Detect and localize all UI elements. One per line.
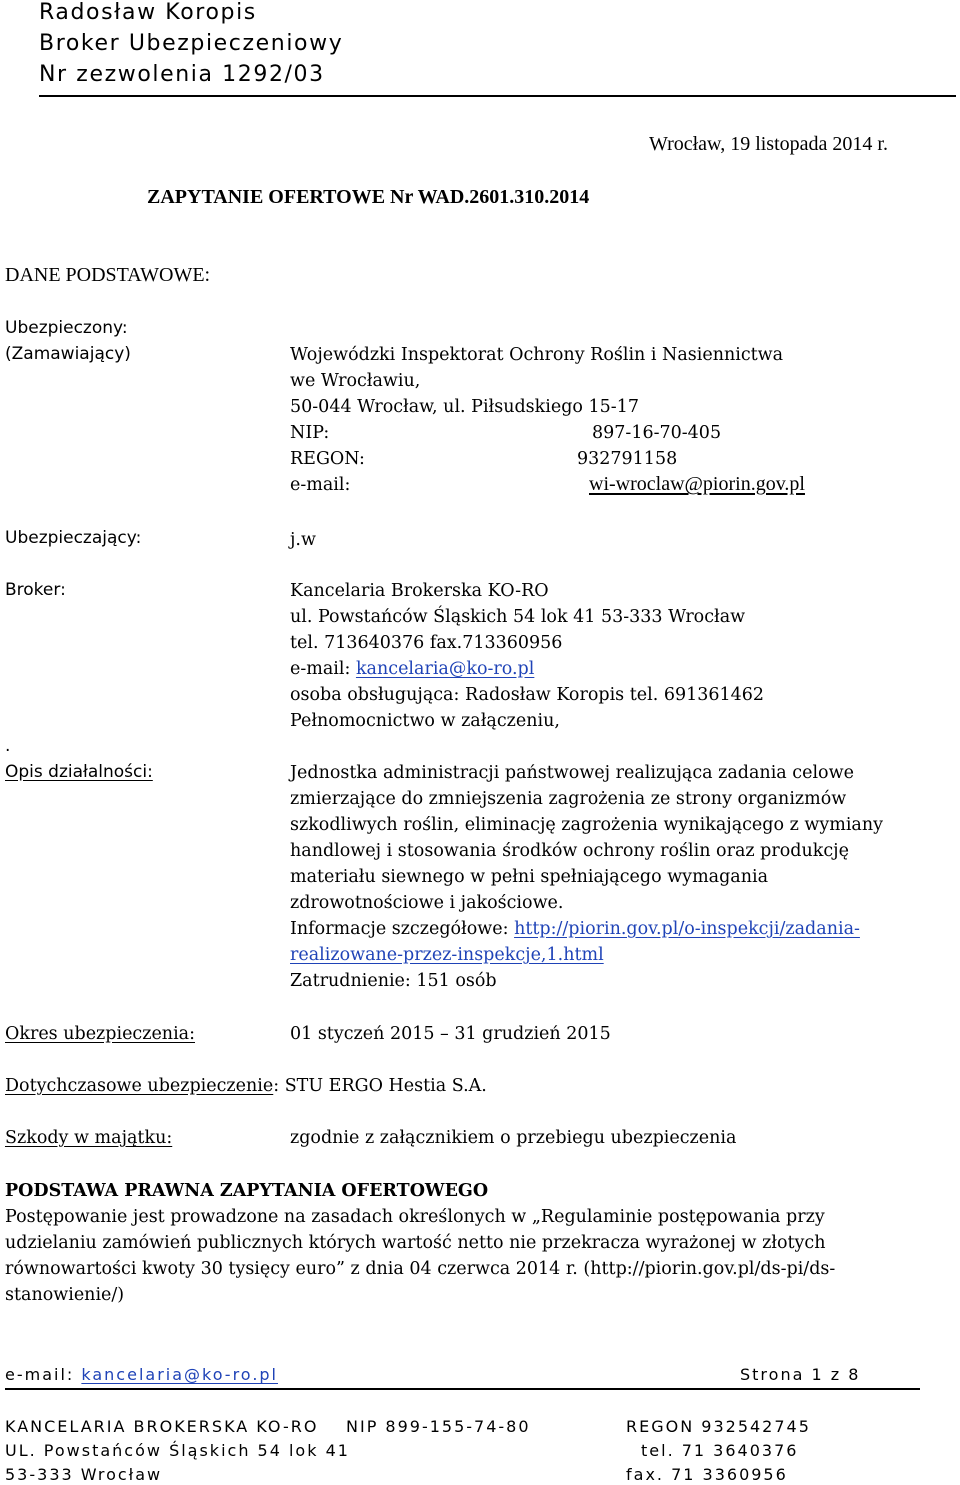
insurer-label: Ubezpieczający: bbox=[5, 528, 142, 548]
letterhead-permit: Nr zezwolenia 1292/03 bbox=[39, 62, 325, 87]
broker-line: tel. 713640376 fax.713360956 bbox=[290, 633, 563, 653]
activity-line: szkodliwych roślin, eliminację zagrożenia wynikającego z wymiany bbox=[290, 815, 884, 835]
footer-tel: tel. 71 3640376 bbox=[641, 1441, 799, 1460]
insurer-value: j.w bbox=[290, 530, 316, 550]
previous-insurance-label: Dotychczasowe ubezpieczenie bbox=[5, 1076, 274, 1096]
legal-line: stanowienie/) bbox=[5, 1285, 125, 1305]
insured-name-city: we Wrocławiu, bbox=[290, 371, 421, 391]
insured-regon-value: 932791158 bbox=[577, 449, 678, 469]
activity-line: zdrowotnościowe i jakościowe. bbox=[290, 893, 564, 913]
activity-info-line bbox=[290, 916, 860, 942]
basic-data-heading: DANE PODSTAWOWE: bbox=[5, 264, 211, 286]
insured-nip-value: 897-16-70-405 bbox=[592, 423, 722, 443]
page-number: Strona 1 z 8 bbox=[740, 1365, 861, 1384]
stray-dot: . bbox=[5, 736, 11, 756]
footer-company: KANCELARIA BROKERSKA KO-RO bbox=[5, 1417, 319, 1436]
period-value: 01 styczeń 2015 – 31 grudzień 2015 bbox=[290, 1024, 611, 1044]
insured-label: Ubezpieczony: bbox=[5, 318, 128, 338]
insured-sublabel: (Zamawiający) bbox=[5, 344, 131, 364]
footer-email bbox=[5, 1365, 278, 1384]
footer-divider bbox=[5, 1388, 920, 1390]
previous-insurance-value: : STU ERGO Hestia S.A. bbox=[273, 1076, 487, 1096]
document-date: Wrocław, 19 listopada 2014 r. bbox=[649, 133, 888, 155]
broker-line: ul. Powstańców Śląskich 54 lok 41 53-333 Wrocław bbox=[290, 607, 746, 627]
activity-line: zmierzające do zmniejszenia zagrożenia ze strony organizmów bbox=[290, 789, 847, 809]
activity-line: materiału siewnego w pełni spełniającego wymagania bbox=[290, 867, 769, 887]
legal-line: udzielaniu zamówień publicznych których wartość netto nie przekracza wyrażonej w złotych bbox=[5, 1233, 826, 1253]
previous-insurance bbox=[5, 1073, 487, 1099]
insured-email-label: e-mail: bbox=[290, 475, 351, 495]
activity-info-link-2[interactable]: realizowane-przez-inspekcje,1.html bbox=[290, 945, 604, 965]
broker-label: Broker: bbox=[5, 580, 66, 600]
footer-city: 53-333 Wrocław bbox=[5, 1465, 163, 1484]
insured-regon-label: REGON: bbox=[290, 449, 365, 469]
letterhead-name: Radosław Koropis bbox=[39, 0, 257, 25]
damages-label: Szkody w majątku: bbox=[5, 1128, 173, 1148]
broker-contact: osoba obsługująca: Radosław Koropis tel. 691361462 bbox=[290, 685, 765, 705]
activity-label: Opis działalności: bbox=[5, 762, 153, 782]
insured-nip-label: NIP: bbox=[290, 423, 330, 443]
insured-name: Wojewódzki Inspektorat Ochrony Roślin i Nasiennictwa bbox=[290, 345, 784, 365]
footer-street: UL. Powstańców Śląskich 54 lok 41 bbox=[5, 1441, 350, 1460]
activity-info-link[interactable]: http://piorin.gov.pl/o-inspekcji/zadania- bbox=[514, 919, 860, 939]
activity-line: handlowej i stosowania środków ochrony roślin oraz produkcję bbox=[290, 841, 849, 861]
footer-email-label: e-mail: bbox=[5, 1365, 82, 1384]
legal-line: Postępowanie jest prowadzone na zasadach określonych w „Regulaminie postępowania przy bbox=[5, 1207, 825, 1227]
broker-email-link[interactable]: kancelaria@ko-ro.pl bbox=[355, 659, 535, 679]
footer-email-link[interactable]: kancelaria@ko-ro.pl bbox=[81, 1365, 278, 1384]
legal-line: równowartości kwoty 30 tysięcy euro” z dnia 04 czerwca 2014 r. (http://piorin.gov.pl/ds-pi/ds- bbox=[5, 1259, 836, 1279]
activity-info-link-cont bbox=[290, 942, 604, 968]
footer-nip: NIP 899-155-74-80 bbox=[346, 1417, 531, 1436]
activity-line: Jednostka administracji państwowej realizująca zadania celowe bbox=[290, 763, 854, 783]
insured-email-link[interactable]: wi-wroclaw@piorin.gov.pl bbox=[589, 473, 805, 495]
insured-address: 50-044 Wrocław, ul. Piłsudskiego 15-17 bbox=[290, 397, 639, 417]
broker-email-label: e-mail: bbox=[290, 659, 356, 679]
footer-fax: fax. 71 3360956 bbox=[626, 1465, 788, 1484]
document-subject: ZAPYTANIE OFERTOWE Nr WAD.2601.310.2014 bbox=[147, 186, 590, 208]
period-label: Okres ubezpieczenia: bbox=[5, 1024, 195, 1044]
broker-line: Kancelaria Brokerska KO-RO bbox=[290, 581, 549, 601]
legal-heading: PODSTAWA PRAWNA ZAPYTANIA OFERTOWEGO bbox=[5, 1181, 489, 1201]
letterhead-divider bbox=[39, 95, 956, 97]
letterhead-title: Broker Ubezpieczeniowy bbox=[39, 31, 344, 56]
broker-email-line bbox=[290, 656, 534, 682]
broker-power-of-attorney: Pełnomocnictwo w załączeniu, bbox=[290, 711, 560, 731]
activity-info-label: Informacje szczegółowe: bbox=[290, 919, 515, 939]
footer-regon: REGON 932542745 bbox=[626, 1417, 811, 1436]
damages-value: zgodnie z załącznikiem o przebiegu ubezpieczenia bbox=[290, 1128, 737, 1148]
activity-employment: Zatrudnienie: 151 osób bbox=[290, 971, 497, 991]
